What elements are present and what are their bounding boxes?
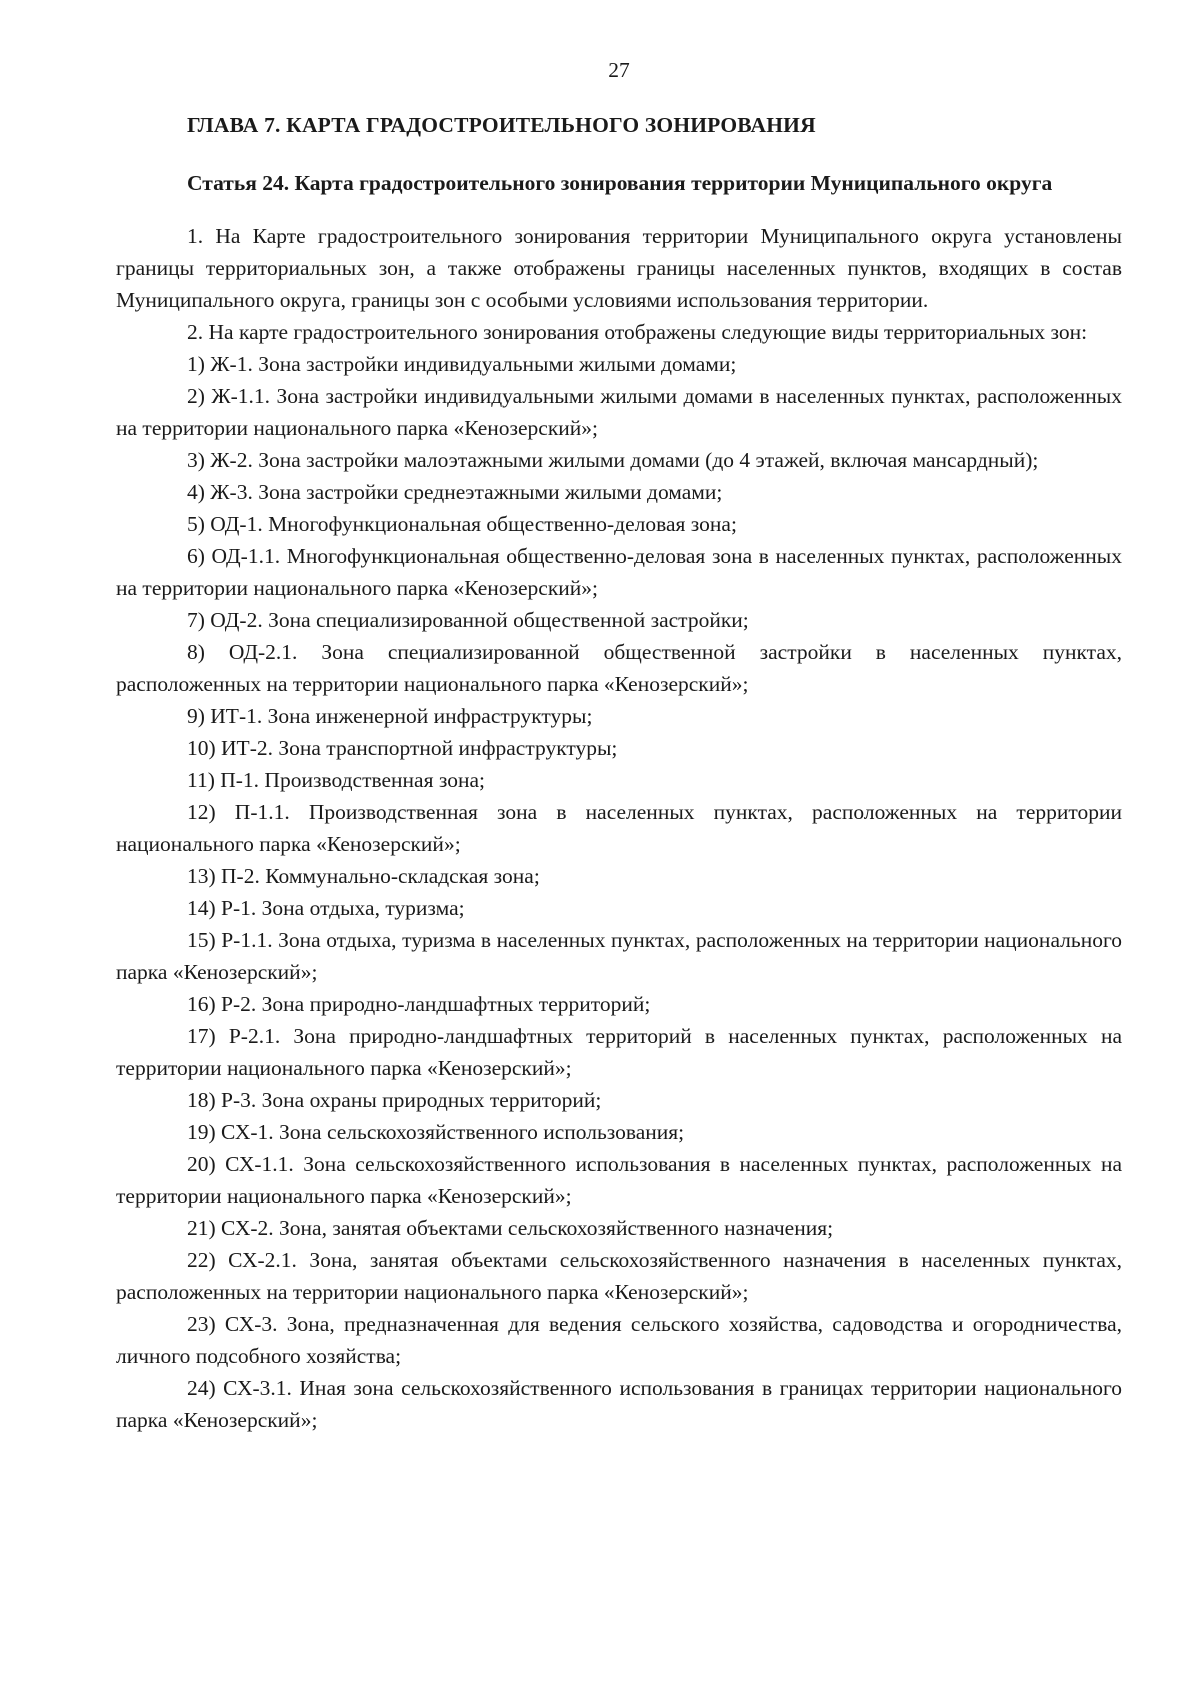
- zone-list-item: 18) Р-3. Зона охраны природных территорий;: [187, 1087, 602, 1112]
- zone-list-item: 16) Р-2. Зона природно-ландшафтных территорий;: [187, 991, 651, 1016]
- zone-list-item: 14) Р-1. Зона отдыха, туризма;: [187, 895, 465, 920]
- zone-list-item: 21) СХ-2. Зона, занятая объектами сельскохозяйственного назначения;: [187, 1215, 834, 1240]
- zone-list-item: 10) ИТ-2. Зона транспортной инфраструктуры;: [187, 735, 618, 760]
- paragraph: 2. На карте градостроительного зонирования отображены следующие виды территориальных зон:: [187, 319, 1088, 344]
- chapter-title: ГЛАВА 7. КАРТА ГРАДОСТРОИТЕЛЬНОГО ЗОНИРОВАНИЯ: [187, 113, 816, 137]
- zone-list-item: 7) ОД-2. Зона специализированной общественной застройки;: [187, 607, 749, 632]
- zone-list-item: 2) Ж-1.1. Зона застройки индивидуальными жилыми домами в населенных пунктах, расположенных на территории национального парка «Кенозерский»;: [116, 383, 1122, 440]
- paragraph: 1. На Карте градостроительного зонирования территории Муниципального округа установлены границы территориальных зон, а также отображены границы населенных пунктов, входящих в состав Муниципального округа, границы зон с особыми условиями использования территории.: [116, 223, 1122, 312]
- zone-list-item: 15) Р-1.1. Зона отдыха, туризма в населенных пунктах, расположенных на территории национального парка «Кенозерский»;: [116, 927, 1122, 984]
- zone-list-item: 9) ИТ-1. Зона инженерной инфраструктуры;: [187, 703, 593, 728]
- zone-list-item: 19) СХ-1. Зона сельскохозяйственного использования;: [187, 1119, 685, 1144]
- zone-list-item: 12) П-1.1. Производственная зона в населенных пунктах, расположенных на территории национального парка «Кенозерский»;: [116, 799, 1122, 856]
- zone-list-item: 1) Ж-1. Зона застройки индивидуальными жилыми домами;: [187, 351, 737, 376]
- zone-list-item: 5) ОД-1. Многофункциональная общественно-деловая зона;: [187, 511, 737, 536]
- page-number: 27: [608, 58, 630, 82]
- zone-list-item: 23) СХ-3. Зона, предназначенная для ведения сельского хозяйства, садоводства и огородничества, личного подсобного хозяйства;: [116, 1311, 1122, 1368]
- document-page: [116, 56, 1122, 1436]
- zone-list-item: 8) ОД-2.1. Зона специализированной общественной застройки в населенных пунктах, расположенных на территории национального парка «Кенозерский»;: [116, 639, 1122, 696]
- article-title: Статья 24. Карта градостроительного зонирования территории Муниципального округа: [187, 171, 1053, 195]
- zone-list-item: 17) Р-2.1. Зона природно-ландшафтных территорий в населенных пунктах, расположенных на территории национального парка «Кенозерский»;: [116, 1023, 1122, 1080]
- zone-list-item: 24) СХ-3.1. Иная зона сельскохозяйственного использования в границах территории национального парка «Кенозерский»;: [116, 1375, 1122, 1432]
- zone-list-item: 13) П-2. Коммунально-складская зона;: [187, 863, 540, 888]
- zone-list-item: 22) СХ-2.1. Зона, занятая объектами сельскохозяйственного назначения в населенных пунктах, расположенных на территории национального парка «Кенозерский»;: [116, 1247, 1122, 1304]
- zone-list-item: 3) Ж-2. Зона застройки малоэтажными жилыми домами (до 4 этажей, включая мансардный);: [187, 447, 1039, 472]
- article-body: [116, 220, 1122, 1436]
- zone-list-item: 6) ОД-1.1. Многофункциональная общественно-деловая зона в населенных пунктах, расположенных на территории национального парка «Кенозерский»;: [116, 543, 1122, 600]
- zone-list-item: 20) СХ-1.1. Зона сельскохозяйственного использования в населенных пунктах, расположенных на территории национального парка «Кенозерский»;: [116, 1151, 1122, 1208]
- zone-list-item: 4) Ж-3. Зона застройки среднеэтажными жилыми домами;: [187, 479, 723, 504]
- zone-list-item: 11) П-1. Производственная зона;: [187, 767, 485, 792]
